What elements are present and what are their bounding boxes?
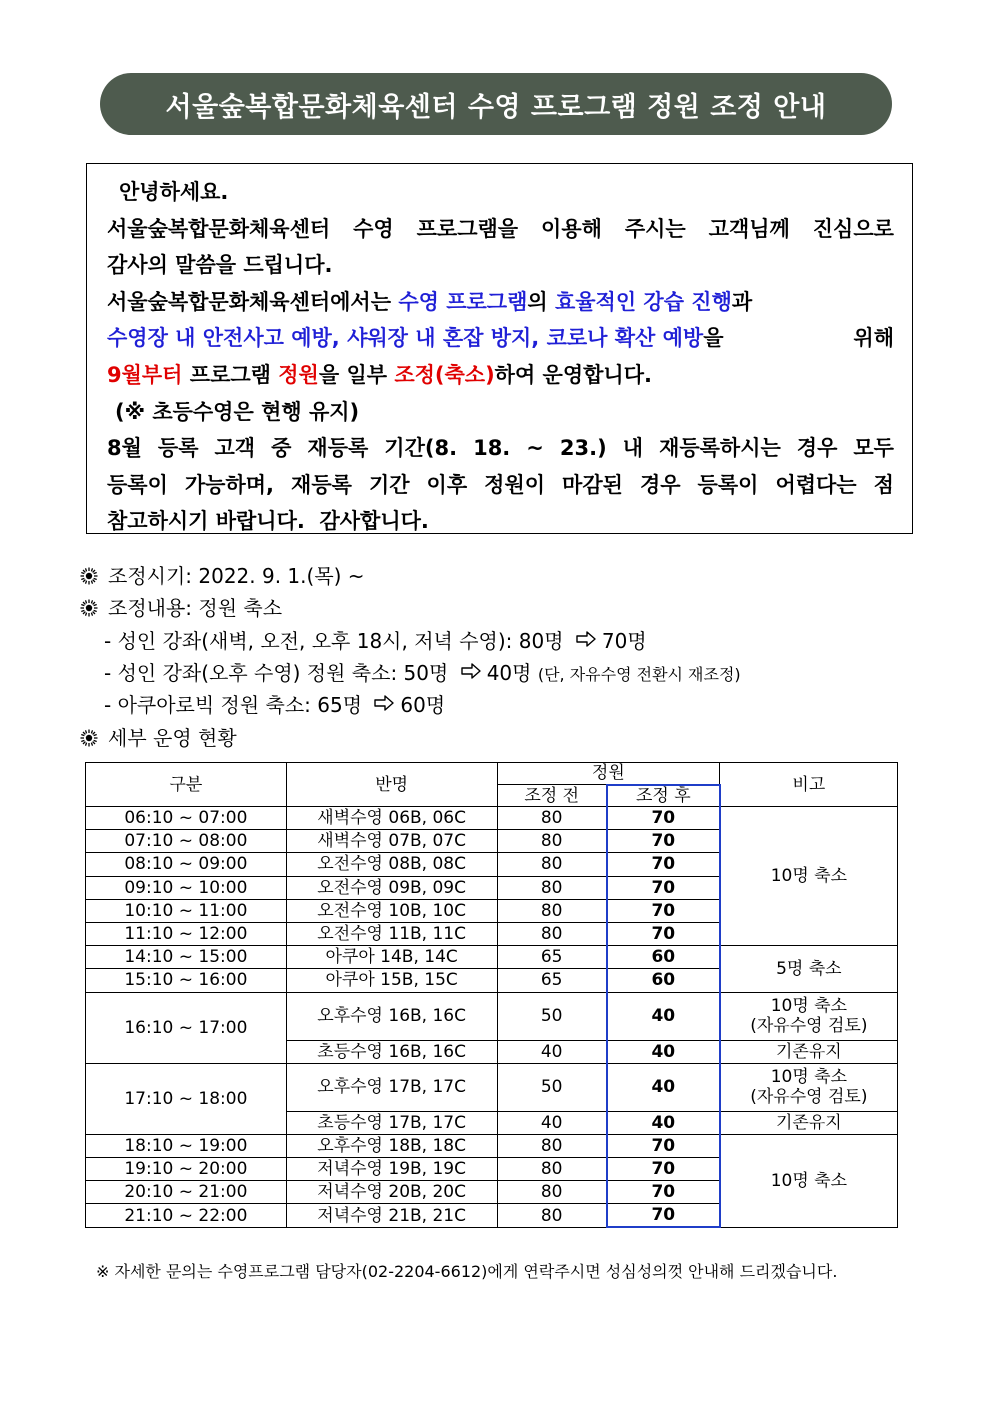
time-cell: 10:10 ~ 11:00 (86, 899, 287, 922)
class-cell: 저녁수영 19B, 19C (286, 1158, 497, 1181)
footer-note: ※ 자세한 문의는 수영프로그램 담당자(02-2204-6612)에게 연락주시면 성심성의껏 안내해 드리겠습니다. (96, 1262, 838, 1281)
before-cell: 80 (497, 922, 607, 945)
time-cell: 06:10 ~ 07:00 (86, 807, 287, 830)
adjust-item-2 (104, 657, 741, 686)
class-cell: 저녁수영 21B, 21C (286, 1204, 497, 1227)
word: 이후 (426, 472, 468, 497)
word: 등록 (157, 436, 199, 461)
adjust-item-3 (104, 689, 445, 718)
remark-cell: 기존유지 (720, 1111, 898, 1134)
remark-cell: 10명 축소 (720, 1134, 898, 1227)
adjust-item-1 (104, 625, 647, 654)
header-category: 구분 (86, 763, 287, 807)
table-row (86, 992, 898, 1040)
after-cell: 70 (607, 1158, 720, 1181)
word: 등록이 (697, 472, 759, 497)
before-cell: 80 (497, 807, 607, 830)
item-after: 70명 (601, 629, 647, 653)
item-label: - 성인 강좌(새벽, 오전, 오후 18시, 저녁 수영): 80명 (104, 629, 564, 653)
before-cell: 80 (497, 1204, 607, 1227)
before-cell: 80 (497, 876, 607, 899)
time-cell: 14:10 ~ 15:00 (86, 946, 287, 969)
before-cell: 80 (497, 830, 607, 853)
notice-line-2 (107, 211, 894, 248)
after-cell: 40 (607, 1063, 720, 1111)
word: 프로그램을 (416, 216, 519, 241)
class-cell: 초등수영 16B, 16C (286, 1040, 497, 1063)
header-after: 조정 후 (607, 785, 720, 807)
word: 경우 (796, 436, 838, 461)
notice-line-7: (※ 초등수영은 현행 유지) (115, 399, 360, 424)
content-line (80, 592, 282, 621)
text: 을 일부 (318, 362, 395, 387)
after-cell: 70 (607, 807, 720, 830)
word: 재등록 (291, 472, 352, 497)
remark-text: 10명 축소 (770, 1067, 848, 1088)
remark-cell: 기존유지 (720, 1040, 898, 1063)
word: 가능하며, (184, 472, 275, 497)
notice-line-5 (107, 320, 894, 357)
word: 이용해 (541, 216, 602, 241)
before-cell: 80 (497, 1181, 607, 1204)
after-cell: 40 (607, 992, 720, 1040)
remark-text: (자유수영 검토) (750, 1016, 868, 1036)
text: 서울숲복합문화체육센터에서는 (107, 289, 399, 314)
after-cell: 70 (607, 830, 720, 853)
notice-line-8 (107, 430, 894, 467)
time-cell: 20:10 ~ 21:00 (86, 1181, 287, 1204)
notice-line-4 (107, 284, 894, 321)
highlight-text: 정원 (278, 362, 319, 387)
class-cell: 오후수영 18B, 18C (286, 1134, 497, 1157)
word: 재등록 (307, 436, 369, 461)
content-text: 조정내용: 정원 축소 (108, 596, 283, 620)
sunburst-bullet-icon (80, 729, 98, 747)
time-cell: 11:10 ~ 12:00 (86, 922, 287, 945)
after-cell: 70 (607, 922, 720, 945)
highlight-text: 수영장 내 안전사고 예방, 샤워장 내 혼잡 방지, 코로나 확산 예방 (107, 326, 704, 351)
time-cell: 08:10 ~ 09:00 (86, 853, 287, 876)
word: 주시는 (624, 216, 686, 241)
schedule-table (85, 762, 898, 1228)
time-cell: 09:10 ~ 10:00 (86, 876, 287, 899)
class-cell: 저녁수영 20B, 20C (286, 1181, 497, 1204)
item-label: - 성인 강좌(오후 수영) 정원 축소: 50명 (104, 661, 449, 685)
text: 하여 운영합니다. (494, 362, 652, 387)
notice-line-9 (107, 467, 894, 504)
class-cell: 오전수영 08B, 08C (286, 853, 497, 876)
remark-text: (자유수영 검토) (750, 1087, 868, 1108)
page-title: 서울숲복합문화체육센터 수영 프로그램 정원 조정 안내 (100, 73, 892, 135)
period-line (80, 560, 365, 589)
after-cell: 70 (607, 876, 720, 899)
header-remarks: 비고 (720, 763, 898, 807)
highlight-text: 9월부터 (107, 362, 183, 387)
before-cell: 80 (497, 853, 607, 876)
after-cell: 70 (607, 899, 720, 922)
word: 재등록하시는 (659, 436, 781, 461)
word: 고객님께 (708, 216, 790, 241)
greeting: 안녕하세요. (119, 180, 229, 204)
period-text: 조정시기: 2022. 9. 1.(목) ~ (108, 564, 365, 588)
word: 8월 (107, 436, 142, 461)
before-cell: 80 (497, 899, 607, 922)
notice-line-10: 참고하시기 바랍니다. 감사합니다. (107, 509, 429, 534)
class-cell: 오전수영 11B, 11C (286, 922, 497, 945)
class-cell: 아쿠아 14B, 14C (286, 946, 497, 969)
before-cell: 50 (497, 1063, 607, 1111)
time-cell: 07:10 ~ 08:00 (86, 830, 287, 853)
word: 어렵다는 (775, 472, 857, 497)
item-note: (단, 자유수영 전환시 재조정) (537, 665, 741, 684)
before-cell: 80 (497, 1134, 607, 1157)
outlined-right-arrow-icon (374, 694, 394, 712)
before-cell: 40 (497, 1040, 607, 1063)
before-cell: 50 (497, 992, 607, 1040)
outlined-right-arrow-icon (461, 662, 481, 680)
time-cell: 16:10 ~ 17:00 (86, 992, 287, 1063)
table-row (86, 1134, 898, 1157)
after-cell: 70 (607, 1181, 720, 1204)
word: 내 (622, 436, 644, 461)
after-cell: 60 (607, 946, 720, 969)
word: 진심으로 (812, 216, 894, 241)
word: 기간(8. (384, 436, 458, 461)
item-label: - 아쿠아로빅 정원 축소: 65명 (104, 693, 363, 717)
highlight-text: 효율적인 강습 진행 (554, 289, 732, 314)
word: 중 (271, 436, 292, 461)
remark-text: 10명 축소 (770, 996, 848, 1016)
after-cell: 70 (607, 853, 720, 876)
time-cell: 21:10 ~ 22:00 (86, 1204, 287, 1227)
class-cell: 오전수영 10B, 10C (286, 899, 497, 922)
remark-cell: 5명 축소 (720, 946, 898, 992)
item-after: 40명 (486, 661, 532, 685)
sunburst-bullet-icon (80, 599, 98, 617)
class-cell: 오후수영 16B, 16C (286, 992, 497, 1040)
text: 과 (731, 289, 753, 314)
after-cell: 40 (607, 1111, 720, 1134)
text: 위해 (853, 326, 894, 351)
before-cell: 65 (497, 946, 607, 969)
notice-box (86, 163, 913, 534)
class-cell: 새벽수영 06B, 06C (286, 807, 497, 830)
highlight-text: 조정(축소) (394, 362, 495, 387)
detail-heading (80, 722, 237, 751)
header-class: 반명 (286, 763, 497, 807)
word: 경우 (639, 472, 681, 497)
table-row (86, 1063, 898, 1111)
word: 서울숲복합문화체육센터 (107, 216, 331, 241)
item-after: 60명 (400, 693, 446, 717)
word: 정원이 (484, 472, 546, 497)
word: 마감된 (562, 472, 623, 497)
word: 등록이 (107, 472, 168, 497)
table-row (86, 807, 898, 830)
table-row (86, 946, 898, 969)
word: 점 (873, 472, 894, 497)
outlined-right-arrow-icon (576, 630, 596, 648)
before-cell: 80 (497, 1158, 607, 1181)
word: 수영 (353, 216, 394, 241)
after-cell: 40 (607, 1040, 720, 1063)
word: 기간 (368, 472, 410, 497)
notice-line-3: 감사의 말씀을 드립니다. (107, 253, 333, 278)
remark-cell: 10명 축소 (720, 807, 898, 946)
after-cell: 70 (607, 1134, 720, 1157)
time-cell: 17:10 ~ 18:00 (86, 1063, 287, 1134)
time-cell: 18:10 ~ 19:00 (86, 1134, 287, 1157)
notice-line-6 (107, 357, 894, 394)
after-cell: 70 (607, 1204, 720, 1227)
class-cell: 오후수영 17B, 17C (286, 1063, 497, 1111)
header-before: 조정 전 (497, 785, 607, 807)
word: 23.) (559, 436, 607, 461)
class-cell: 새벽수영 07B, 07C (286, 830, 497, 853)
class-cell: 아쿠아 15B, 15C (286, 969, 497, 992)
class-cell: 초등수영 17B, 17C (286, 1111, 497, 1134)
text: 을 (703, 326, 724, 351)
text: 프로그램 (182, 362, 279, 387)
before-cell: 40 (497, 1111, 607, 1134)
header-capacity: 정원 (497, 763, 720, 785)
word: 18. (473, 436, 511, 461)
word: 모두 (853, 436, 894, 461)
time-cell: 15:10 ~ 16:00 (86, 969, 287, 992)
text: 의 (527, 289, 555, 314)
remark-cell (720, 1063, 898, 1111)
after-cell: 60 (607, 969, 720, 992)
word: 고객 (214, 436, 256, 461)
before-cell: 65 (497, 969, 607, 992)
time-cell: 19:10 ~ 20:00 (86, 1158, 287, 1181)
highlight-text: 수영 프로그램 (398, 289, 528, 314)
word: ~ (526, 436, 544, 461)
class-cell: 오전수영 09B, 09C (286, 876, 497, 899)
detail-heading-text: 세부 운영 현황 (108, 726, 237, 750)
sunburst-bullet-icon (80, 567, 98, 585)
remark-cell (720, 992, 898, 1040)
